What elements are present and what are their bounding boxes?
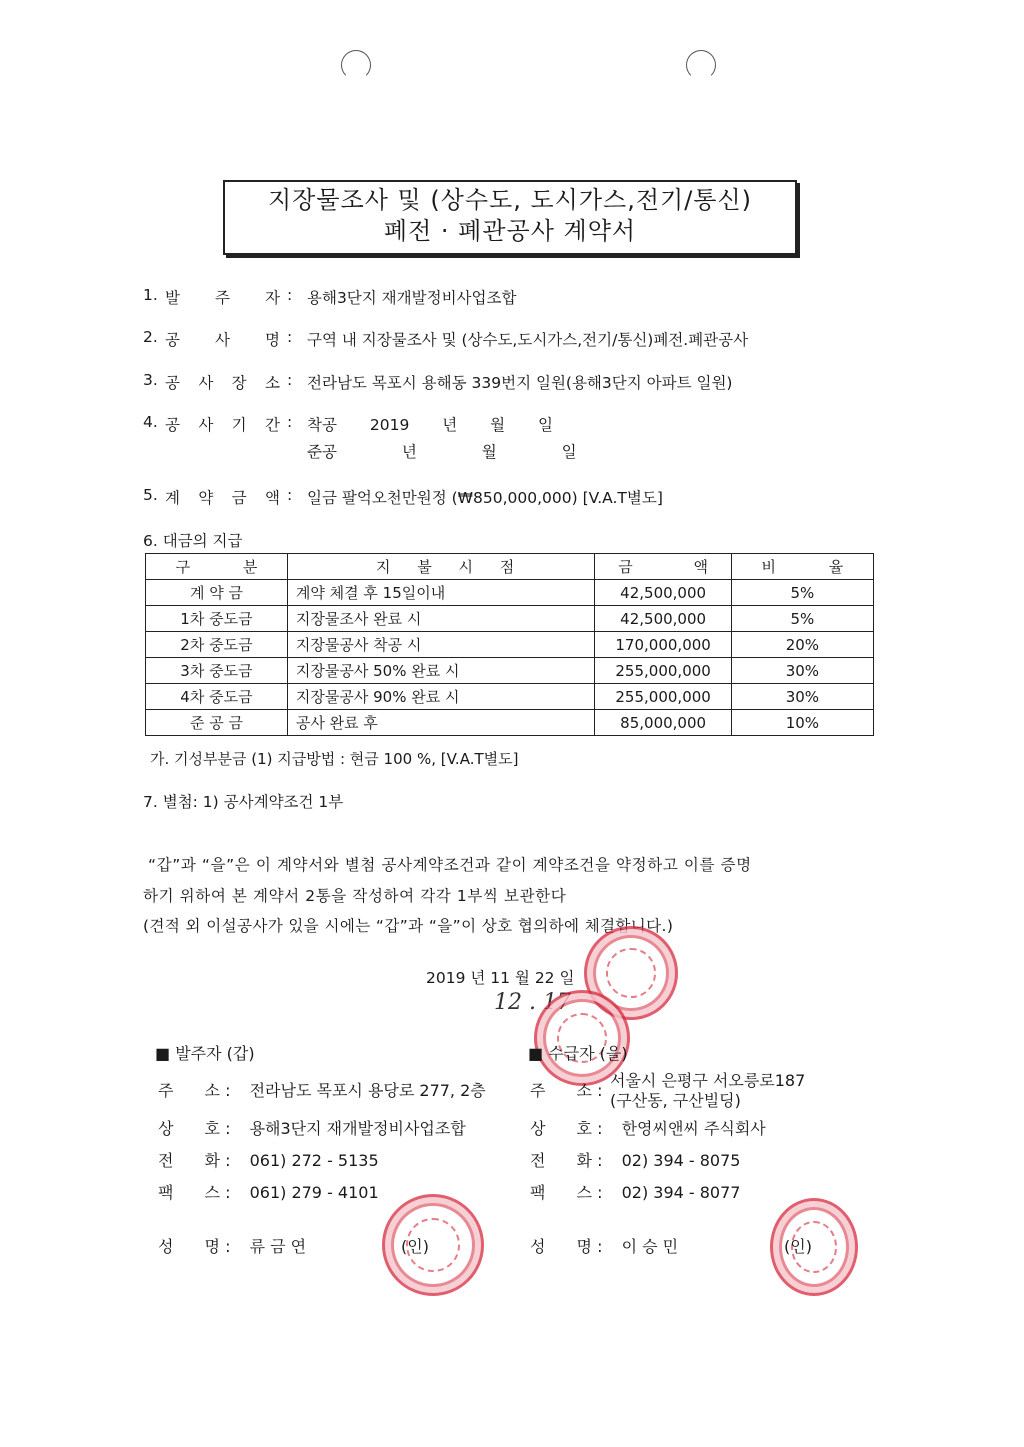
contractor-address-row: 주 소 : bbox=[530, 1081, 603, 1100]
client-address: 전라남도 목포시 용당로 277, 2층 bbox=[249, 1081, 486, 1100]
project-name-value: 구역 내 지장물조사 및 (상수도,도시가스,전기/통신)폐전.폐관공사 bbox=[307, 331, 749, 349]
contractor-phone: 02) 394 - 8075 bbox=[621, 1151, 741, 1170]
attachment-line: 7. 별첨: 1) 공사계약조건 1부 bbox=[143, 793, 344, 811]
amount-value: 일금 팔억오천만원정 (₩850,000,000) [V.A.T별도] bbox=[307, 489, 663, 507]
body-line-3: (견적 외 이설공사가 있을 시에는 “갑”과 “을”이 상호 협의하에 체결합니다.) bbox=[143, 917, 674, 935]
punch-hole-right bbox=[686, 50, 716, 80]
table-row: 4차 중도금 지장물공사 90% 완료 시 255,000,000 30% bbox=[146, 684, 874, 710]
contractor-heading: ■ 수급자 (을) bbox=[528, 1044, 628, 1063]
client-name-row: 성 명 : 류 금 연 bbox=[158, 1237, 307, 1256]
contractor-address-2: (구산동, 구산빌딩) bbox=[610, 1091, 741, 1110]
table-row: 1차 중도금 지장물조사 완료 시 42,500,000 5% bbox=[146, 606, 874, 632]
contractor-seal-mark: (인) bbox=[784, 1237, 812, 1256]
contract-date: 2019 년 11 월 22 일 bbox=[426, 969, 575, 987]
client-fax: 061) 279 - 4101 bbox=[249, 1183, 379, 1202]
client-fax-row: 팩 스 : 061) 279 - 4101 bbox=[158, 1183, 379, 1202]
payment-note: 가. 기성부분금 (1) 지급방법 : 현금 100 %, [V.A.T별도] bbox=[150, 750, 519, 768]
body-line-1: “갑”과 “을”은 이 계약서와 별첨 공사계약조건과 같이 계약조건을 약정하고 이를 증명 bbox=[148, 856, 752, 874]
contractor-name-row: 성 명 : 이 승 민 bbox=[530, 1237, 679, 1256]
title-line-1: 지장물조사 및 (상수도, 도시가스,전기/통신) bbox=[267, 186, 753, 214]
table-row: 3차 중도금 지장물공사 50% 완료 시 255,000,000 30% bbox=[146, 658, 874, 684]
table-row: 2차 중도금 지장물공사 착공 시 170,000,000 20% bbox=[146, 632, 874, 658]
contractor-address: 서울시 은평구 서오릉로187 bbox=[610, 1071, 806, 1090]
contractor-company: 한영씨앤씨 주식회사 bbox=[621, 1119, 766, 1138]
client-address-row: 주 소 : 전라남도 목포시 용당로 277, 2층 bbox=[158, 1081, 486, 1100]
client-heading: ■ 발주자 (갑) bbox=[155, 1044, 255, 1063]
contractor-phone-row: 전 화 : 02) 394 - 8075 bbox=[530, 1151, 741, 1170]
site-value: 전라남도 목포시 용해동 339번지 일원(용해3단지 아파트 일원) bbox=[307, 374, 733, 392]
body-line-2: 하기 위하여 본 계약서 2통을 작성하여 각각 1부씩 보관한다 bbox=[143, 887, 567, 905]
table-row: 계 약 금 계약 체결 후 15일이내 42,500,000 5% bbox=[146, 580, 874, 606]
period-end: 준공 년 월 일 bbox=[307, 443, 577, 461]
title-line-2: 폐전 · 폐관공사 계약서 bbox=[383, 217, 637, 245]
contractor-fax-row: 팩 스 : 02) 394 - 8077 bbox=[530, 1183, 741, 1202]
client-phone-row: 전 화 : 061) 272 - 5135 bbox=[158, 1151, 379, 1170]
payment-heading: 6. 대금의 지급 bbox=[143, 532, 243, 550]
header-timing: 지 불 시 점 bbox=[287, 554, 595, 580]
client-phone: 061) 272 - 5135 bbox=[249, 1151, 379, 1170]
contractor-company-row: 상 호 : 한영씨앤씨 주식회사 bbox=[530, 1119, 766, 1138]
period-start: 착공 2019 년 월 일 bbox=[307, 416, 554, 434]
header-amount: 금 액 bbox=[595, 554, 731, 580]
client-seal-mark: (인) bbox=[401, 1237, 429, 1256]
contractor-fax: 02) 394 - 8077 bbox=[621, 1183, 741, 1202]
client-seal-stamp bbox=[382, 1194, 484, 1296]
table-row: 준 공 금 공사 완료 후 85,000,000 10% bbox=[146, 710, 874, 736]
handwritten-date: 12 . 17 bbox=[494, 990, 571, 1015]
table-header-row bbox=[146, 554, 874, 580]
header-category: 구 분 bbox=[146, 554, 288, 580]
client-company-row: 상 호 : 용해3단지 재개발정비사업조합 bbox=[158, 1119, 466, 1138]
client-value: 용해3단지 재개발정비사업조합 bbox=[307, 289, 517, 307]
document-title bbox=[223, 180, 797, 255]
header-ratio: 비 율 bbox=[731, 554, 873, 580]
contractor-name: 이 승 민 bbox=[621, 1237, 679, 1256]
payment-table bbox=[145, 553, 874, 736]
client-company: 용해3단지 재개발정비사업조합 bbox=[249, 1119, 466, 1138]
punch-hole-left bbox=[341, 50, 371, 80]
client-name: 류 금 연 bbox=[249, 1237, 307, 1256]
